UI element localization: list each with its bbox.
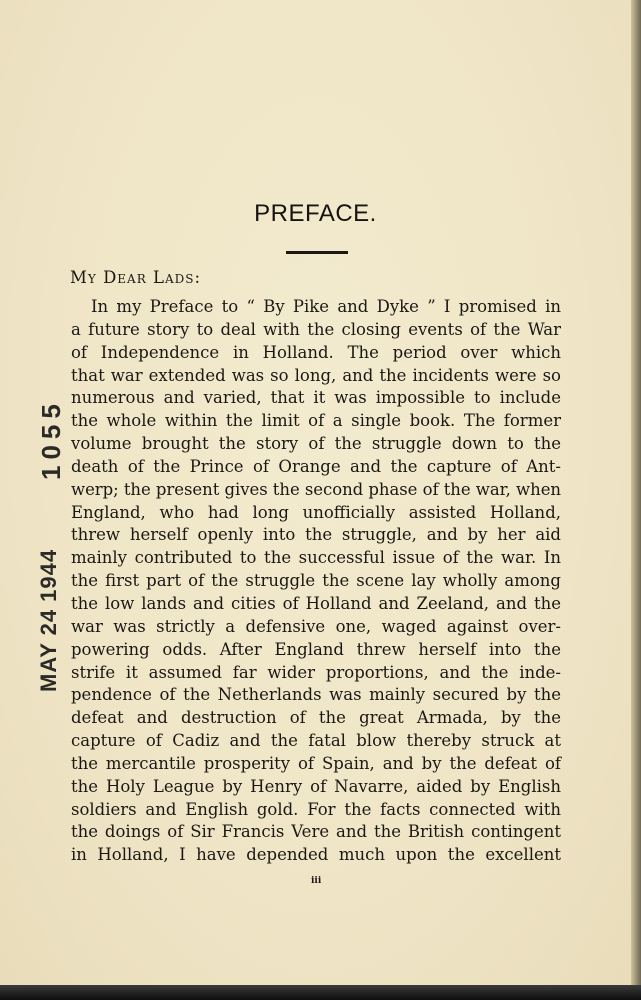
preface-body	[71, 296, 561, 867]
text-line: the Holy League by Henry of Navarre, aided by English	[71, 776, 561, 796]
text-line: the low lands and cities of Holland and Zeeland, and the	[71, 593, 561, 613]
text-line: threw herself openly into the struggle, and by her aid	[71, 525, 561, 545]
page-title: PREFACE.	[254, 200, 377, 227]
text-line: a future story to deal with the closing events of the War	[71, 319, 561, 339]
text-line: werp; the present gives the second phase of the war, when	[71, 479, 561, 499]
text-line: mainly contributed to the successful issue of the war. In	[71, 548, 561, 568]
text-line: that war extended was so long, and the incidents were so	[71, 365, 561, 385]
text-line: the doings of Sir Francis Vere and the British contingent	[71, 822, 561, 842]
text-line: In my Preface to “ By Pike and Dyke ” I promised in	[91, 297, 561, 316]
title-rule	[286, 251, 348, 254]
text-line: pendence of the Netherlands was mainly secured by the	[71, 685, 561, 705]
text-line: the first part of the struggle the scene lay wholly among	[71, 571, 561, 591]
salutation-rest: y Dear Lads:	[87, 268, 202, 287]
text-line: soldiers and English gold. For the facts connected with	[71, 799, 561, 819]
salutation	[70, 268, 201, 287]
text-line: death of the Prince of Orange and the capture of Ant-	[71, 456, 561, 476]
salutation-initial: M	[70, 268, 88, 287]
text-line: strife it assumed far wider proportions, and the inde-	[71, 662, 561, 682]
text-line: numerous and varied, that it was impossible to include	[71, 388, 561, 408]
text-line: of Independence in Holland. The period over which	[71, 342, 561, 362]
text-line: powering odds. After England threw herself into the	[71, 639, 561, 659]
accession-number-stamp: 1055	[36, 398, 66, 480]
text-line: England, who had long unofficially assisted Holland,	[71, 502, 561, 522]
text-line: war was strictly a defensive one, waged against over-	[71, 616, 561, 636]
text-line: volume brought the story of the struggle down to the	[71, 434, 561, 454]
text-line: defeat and destruction of the great Armada, by the	[71, 708, 561, 728]
text-line: the whole within the limit of a single book. The former	[71, 411, 561, 431]
date-stamp: MAY 24 1944	[36, 548, 61, 692]
text-line: capture of Cadiz and the fatal blow thereby struck at	[71, 731, 561, 751]
scan-bottom-edge	[0, 985, 641, 1000]
page-number: iii	[311, 876, 322, 886]
text-line: in Holland, I have depended much upon the excellent	[71, 845, 561, 865]
page-edge-shadow	[631, 0, 641, 985]
text-line: the mercantile prosperity of Spain, and by the defeat of	[71, 753, 561, 773]
